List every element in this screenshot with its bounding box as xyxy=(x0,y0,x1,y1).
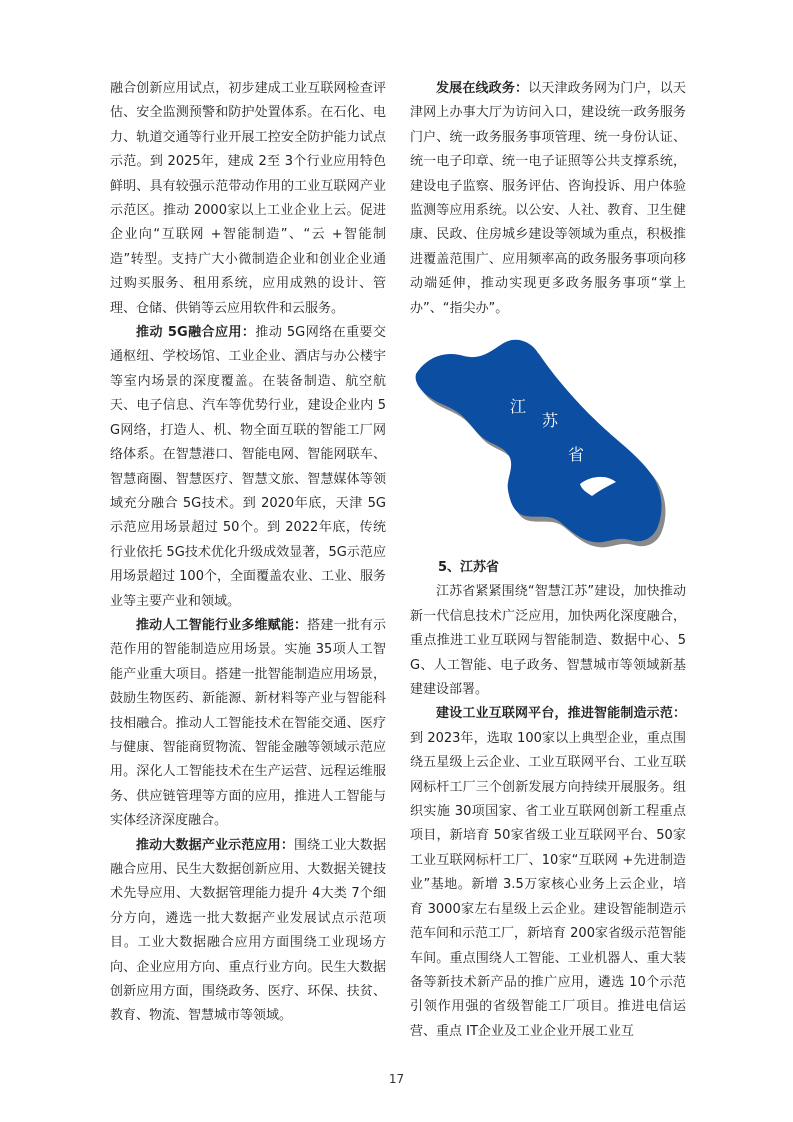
heading-industrial-platform: 建设工业互联网平台，推进智能制造示范： xyxy=(436,706,686,722)
heading-big-data: 推动大数据产业示范应用： xyxy=(136,837,294,853)
right-column-lower xyxy=(410,556,686,1044)
section-title-jiangsu: 5、江苏省 xyxy=(438,560,500,575)
right-column xyxy=(410,77,686,321)
paragraph-ai-body: 搭建一批有示范作用的智能制造应用场景。实施 35项人工智能产业重大项目。搭建一批智能制造应用场景，鼓励生物医药、新能源、新材料等产业与智能科技相融合。推动人工智能技术在智能交通、医疗与健康、智能商贸物流、智能金融等领域示范应用。深化人工智能技术在生产运营、远程运维服务、供应链管理等方面的应用，推进人工智能与实体经济深度融合。 xyxy=(110,617,386,829)
heading-5g: 推动 5G融合应用： xyxy=(136,325,256,341)
left-column xyxy=(110,77,386,1029)
paragraph-industrial-platform xyxy=(410,702,686,1044)
map-label-jiang: 江 xyxy=(510,397,527,416)
paragraph-industrial-platform-body: 到 2023年，选取 100家以上典型企业，重点围绕五星级上云企业、工业互联网平台、工业互联网标杆工厂三个创新发展方向持续开展服务。组织实施 30项国家、省工业互联网创新工程重点项目，新培育 50家省级工业互联网平台、50家工业互联网标杆工厂、10家“互联网 +先进制造业”基地。新增 3.5万家核心业务上云企业，培育 3000家左右星级上云企业。建设智能制造示范车间和示范工厂，新培育 200家省级示范智能车间。重点围绕人工智能、工业机器人、重大装备等新技术新产品的推广应用，遴选 10个示范引领作用强的省级智能工厂项目。推进电信运营、重点 IT企业及工业企业开展工业互 xyxy=(410,730,686,1039)
jiangsu-map-figure xyxy=(410,334,686,556)
paragraph-5g xyxy=(110,321,386,614)
page-number: 17 xyxy=(388,1072,405,1086)
paragraph-5g-body: 推动 5G网络在重要交通枢纽、学校场馆、工业企业、酒店与办公楼宇等室内场景的深度覆盖。在装备制造、航空航天、电子信息、汽车等优势行业，建设企业内 5G网络，打造人、机、物全面互联的智能工厂网络体系。在智慧港口、智能电网、智能网联车、智慧商圈、智慧医疗、智慧文旅、智慧媒体等领域充分融合 5G技术。到 2020年底，天津 5G示范应用场景超过 50个。到 2022年底，传统行业依托 5G技术优化升级成效显著，5G示范应用场景超过 100个，全面覆盖农业、工业、服务业等主要产业和领域。 xyxy=(110,325,386,609)
paragraph-e-government-body: 以天津政务网为门户，以天津网上办事大厅为访问入口，建设统一政务服务门户、统一政务服务事项管理、统一身份认证、统一电子印章、统一电子证照等公共支撑系统，建设电子监察、服务评估、咨询投诉、用户体验监测等应用系统。以公安、人社、教育、卫生健康、民政、住房城乡建设等领域为重点，积极推进覆盖范围广、应用频率高的政务服务事项向移动端延伸，推动实现更多政务服务事项“掌上办”、“指尖办”。 xyxy=(410,81,686,316)
paragraph-big-data xyxy=(110,834,386,1029)
paragraph-big-data-body: 围绕工业大数据融合应用、民生大数据创新应用、大数据关键技术先导应用、大数据管理能力提升 4大类 7个细分方向，遴选一批大数据产业发展试点示范项目。工业大数据融合应用方面围绕工业现场方向、企业应用方向、重点行业方向。民生大数据创新应用方面，围绕政务、医疗、环保、扶贫、教育、物流、智慧城市等领域。 xyxy=(110,837,386,1024)
heading-e-government: 发展在线政务： xyxy=(436,81,529,96)
map-label-su: 苏 xyxy=(542,411,559,430)
heading-ai: 推动人工智能行业多维赋能： xyxy=(136,617,308,633)
paragraph-jiangsu-intro: 江苏省紧紧围绕“智慧江苏”建设，加快推动新一代信息技术广泛应用，加快两化深度融合，重点推进工业互联网与智能制造、数据中心、5G、人工智能、电子政务、智慧城市等领域新基建建设部署。 xyxy=(410,584,686,698)
jiangsu-province-shape xyxy=(416,340,662,543)
jiangsu-map xyxy=(410,334,686,556)
paragraph-ai xyxy=(110,614,386,834)
map-label-sheng: 省 xyxy=(568,445,585,464)
paragraph-e-government xyxy=(410,77,686,321)
paragraph-industrial-internet: 融合创新应用试点，初步建成工业互联网检查评估、安全监测预警和防护处置体系。在石化、电力、轨道交通等行业开展工控安全防护能力试点示范。到 2025年，建成 2至 3个行业应用特色鲜明、具有较强示范带动作用的工业互联网产业示范区。推动 2000家以上工业企业上云。促进企业向“互联网 +智能制造”、“云 +智能制造”转型。支持广大小微制造企业和创业企业通过购买服务、租用系统，应用成熟的设计、管理、仓储、供销等云应用软件和云服务。 xyxy=(110,81,386,316)
